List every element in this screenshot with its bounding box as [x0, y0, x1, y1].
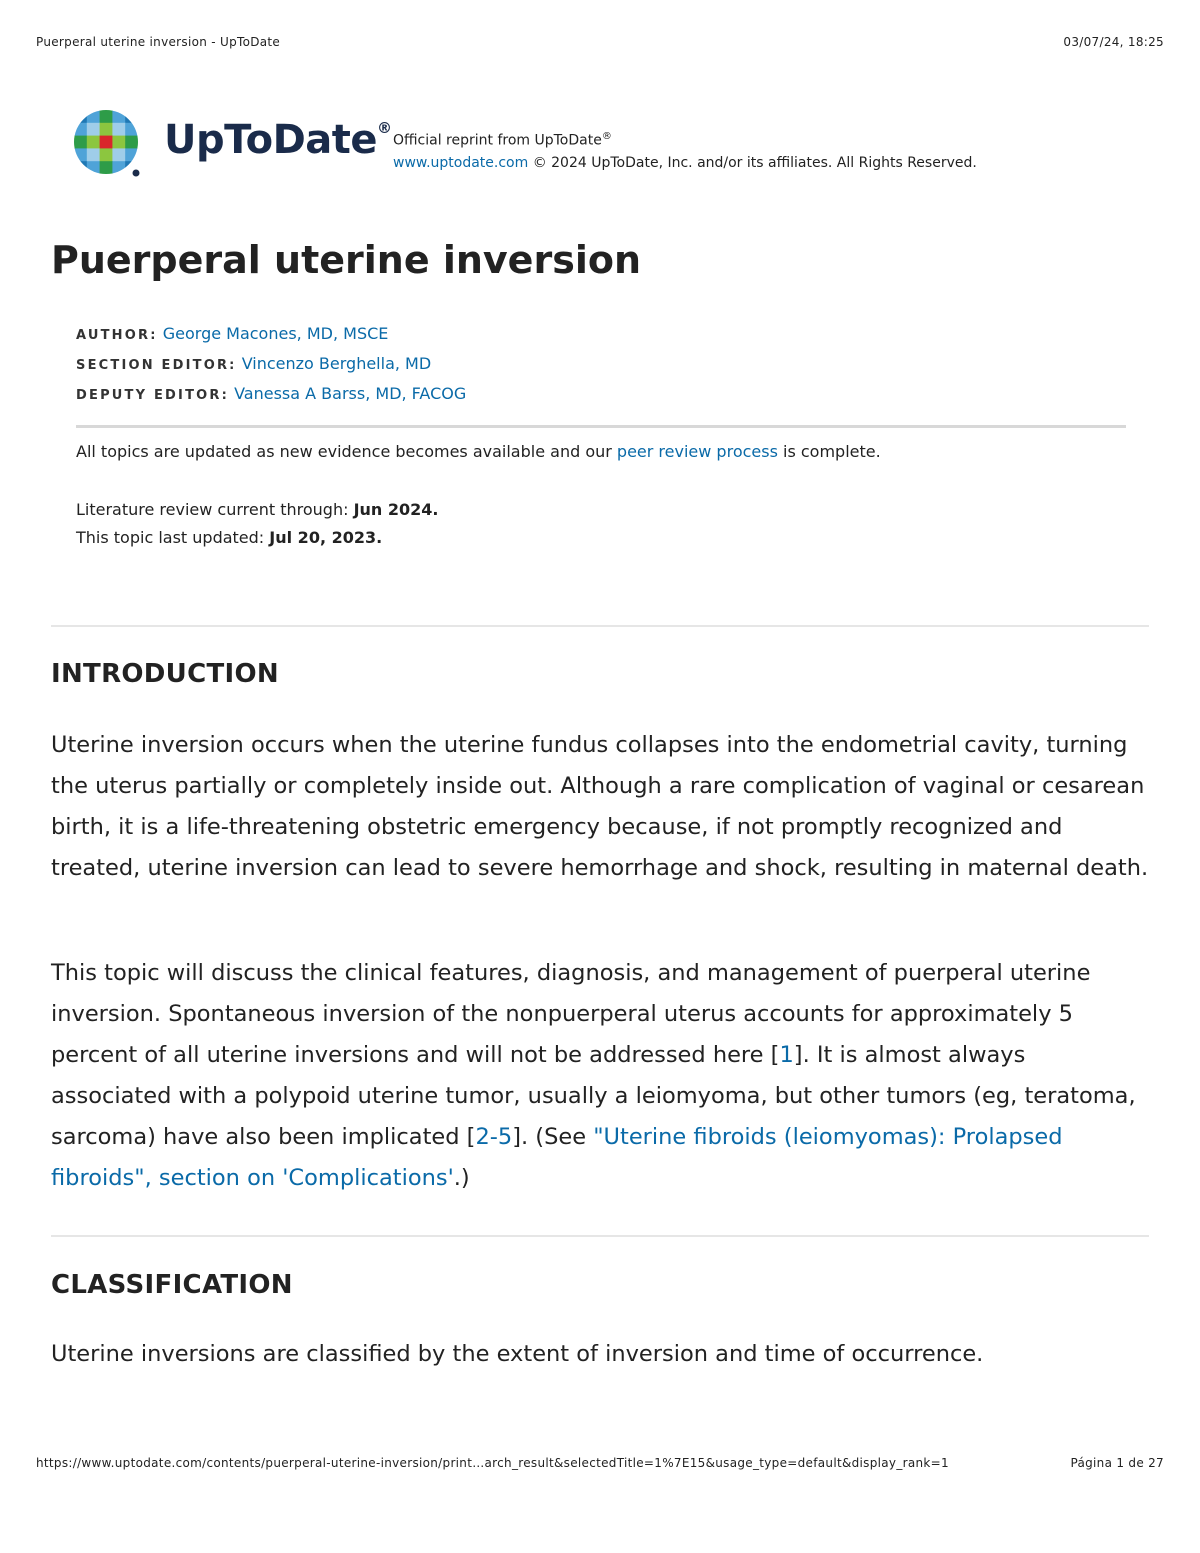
lit-review-label: Literature review current through: [76, 500, 354, 519]
print-footer-page: Página 1 de 27 [1070, 1456, 1164, 1470]
introduction-paragraph-1: Uterine inversion occurs when the uterine fundus collapses into the endometrial cavity, turning the uterus partially or completely inside out. Although a rare complication of vaginal or cesarean birth, it is a life-threatening obstetric emergency because, if not promptly recognized and treated, uterine inversion can lead to severe hemorrhage and shock, resulting in maternal death. [51, 732, 1149, 881]
classification-paragraph-1: Uterine inversions are classified by the extent of inversion and time of occurrence. [51, 1341, 984, 1367]
author-label: AUTHOR: [76, 328, 158, 343]
reference-link-2-5[interactable]: 2-5 [475, 1124, 513, 1150]
uptodate-site-link[interactable]: www.uptodate.com [393, 154, 529, 171]
reprint-notice: Official reprint from UpToDate® www.uptodate.com © 2024 UpToDate, Inc. and/or its affiliates. All Rights Reserved. [393, 131, 977, 171]
divider [51, 625, 1149, 627]
divider [76, 425, 1126, 428]
update-note: All topics are updated as new evidence becomes available and our peer review process is complete. [76, 442, 881, 461]
reprint-line: Official reprint from UpToDate [393, 132, 602, 149]
section-editor-link[interactable]: Vincenzo Berghella, MD [241, 354, 432, 373]
author-link[interactable]: George Macones, MD, MSCE [162, 324, 389, 343]
lit-review-value: Jun 2024. [353, 500, 439, 519]
deputy-editor-link[interactable]: Vanessa A Barss, MD, FACOG [234, 384, 467, 403]
print-footer-url: https://www.uptodate.com/contents/puerperal-uterine-inversion/print…arch_result&selectedTitle=1%7E15&usage_type=default&display_rank=1 [36, 1456, 949, 1470]
peer-review-link[interactable]: peer review process [616, 442, 778, 461]
copyright-text: © 2024 UpToDate, Inc. and/or its affiliates. All Rights Reserved. [528, 154, 977, 171]
page-title: Puerperal uterine inversion [51, 238, 642, 282]
introduction-heading: INTRODUCTION [51, 659, 279, 689]
fibroids-topic-link[interactable]: "Uterine fibroids (leiomyomas): Prolapsed fibroids", section on 'Complications' [51, 1124, 1063, 1191]
contributors [76, 320, 466, 410]
print-header-title: Puerperal uterine inversion - UpToDate [36, 35, 281, 49]
introduction-paragraph-2: This topic will discuss the clinical features, diagnosis, and management of puerperal uterine inversion. Spontaneous inversion of the nonpuerperal uterus accounts for approximately 5 percent of all uterine inversions and will not be addressed here [1]. It is almost always associated with a polypoid uterine tumor, usually a leiomyoma, but other tumors (eg, teratoma, sarcoma) have also been implicated [2-5]. (See "Uterine fibroids (leiomyomas): Prolapsed fibroids", section on 'Complications'.) [51, 960, 1136, 1191]
reference-link-1[interactable]: 1 [779, 1042, 794, 1068]
review-dates [76, 496, 439, 552]
uptodate-logo-icon [74, 110, 142, 182]
classification-heading: CLASSIFICATION [51, 1270, 293, 1300]
deputy-editor-label: DEPUTY EDITOR: [76, 388, 229, 403]
brand-name: UpToDate® [164, 117, 392, 163]
section-editor-label: SECTION EDITOR: [76, 358, 237, 373]
last-updated-label: This topic last updated: [76, 528, 270, 547]
print-header-datetime: 03/07/24, 18:25 [1063, 35, 1164, 49]
last-updated-value: Jul 20, 2023. [269, 528, 383, 547]
divider [51, 1235, 1149, 1237]
